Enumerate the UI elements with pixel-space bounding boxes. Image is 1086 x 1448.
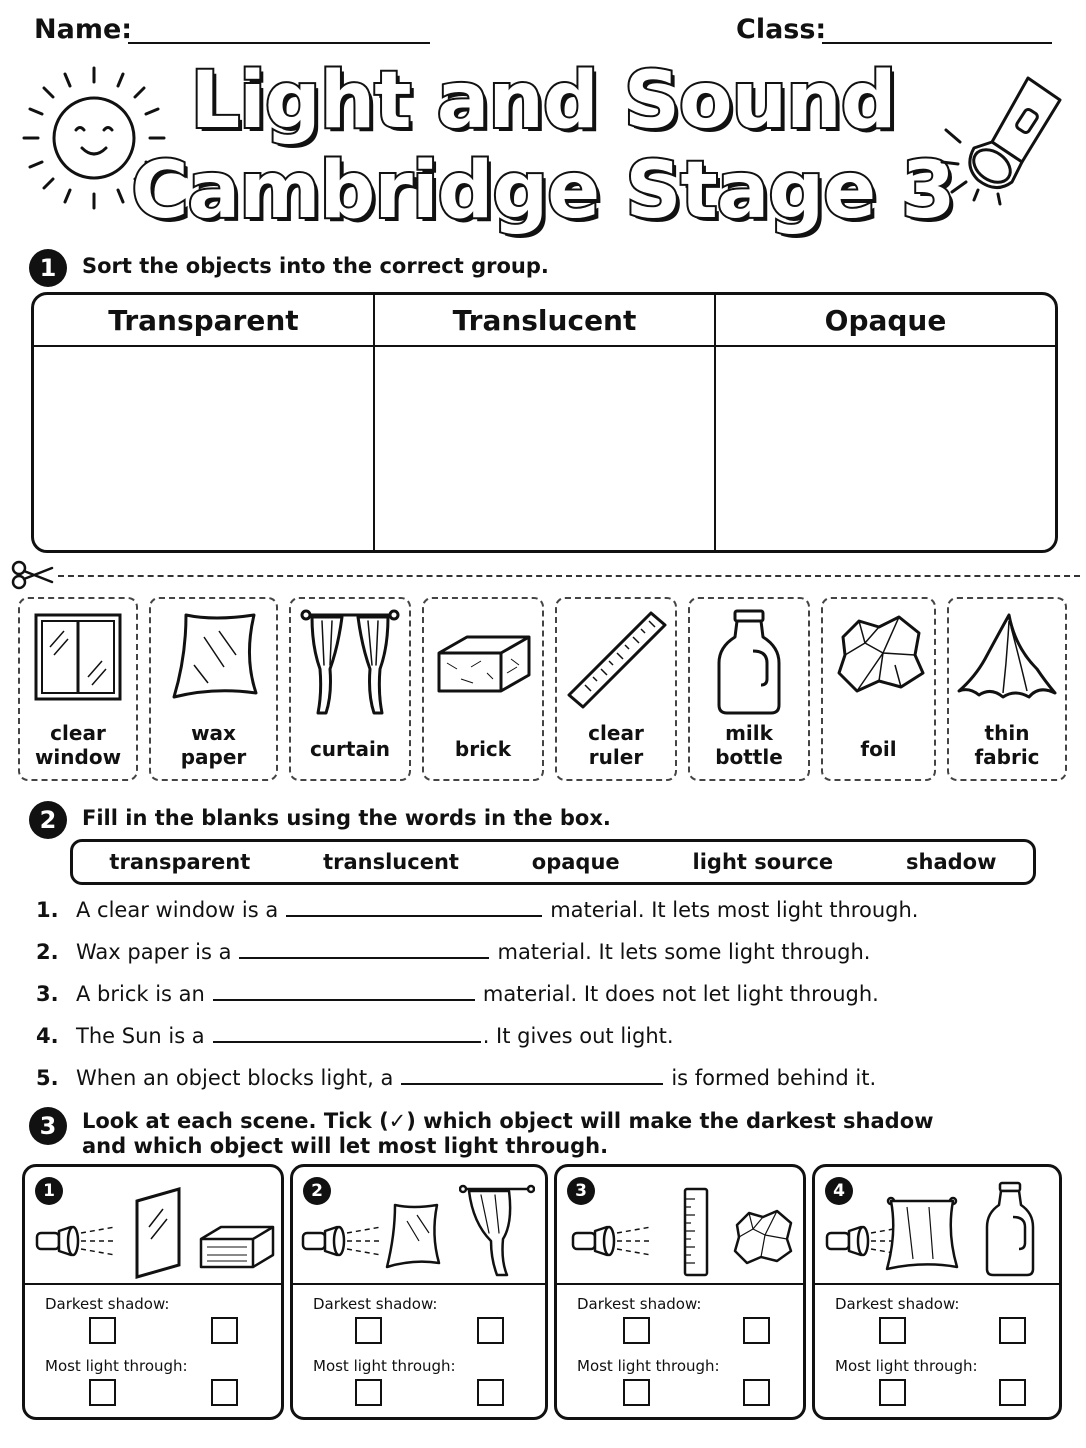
card-brick[interactable] xyxy=(422,597,544,781)
darkest-checkbox-object-1[interactable] xyxy=(623,1317,650,1344)
word-option: shadow xyxy=(906,850,997,874)
scene-number: 4 xyxy=(825,1177,853,1205)
scene-illustration xyxy=(293,1167,545,1285)
most-light-checkbox-object-1[interactable] xyxy=(89,1379,116,1406)
sentence-text: material. It lets some light through. xyxy=(497,940,871,964)
brick-icon xyxy=(431,607,535,707)
word-option: transparent xyxy=(109,850,251,874)
darkest-checkbox-object-1[interactable] xyxy=(89,1317,116,1344)
most-light-checkbox-object-2[interactable] xyxy=(211,1379,238,1406)
sentence-1 xyxy=(36,897,918,923)
card-label: foil xyxy=(860,737,897,761)
card-label: wax paper xyxy=(180,721,247,769)
question-1-number: 1 xyxy=(29,249,67,287)
sentence-number: 3. xyxy=(36,982,59,1006)
flashlight-icon xyxy=(940,70,1070,210)
most-light-checkbox-object-2[interactable] xyxy=(999,1379,1026,1406)
scene-number: 2 xyxy=(303,1177,331,1205)
card-clear-window[interactable] xyxy=(18,597,138,781)
column-translucent xyxy=(375,295,716,550)
scissors-icon xyxy=(10,560,56,590)
scene-illustration xyxy=(815,1167,1059,1285)
card-clear-ruler[interactable] xyxy=(555,597,677,781)
most-light-checkbox-object-1[interactable] xyxy=(623,1379,650,1406)
window-icon xyxy=(28,607,128,707)
drop-zone-transparent[interactable] xyxy=(34,347,373,550)
scene-3 xyxy=(554,1164,806,1420)
most-light-checkbox-object-1[interactable] xyxy=(355,1379,382,1406)
scene-4 xyxy=(812,1164,1062,1420)
mirror-icon xyxy=(133,1187,183,1279)
answer-blank[interactable] xyxy=(213,1023,481,1043)
scene-illustration xyxy=(25,1167,281,1285)
fabric-icon xyxy=(955,607,1059,707)
most-light-checkbox-object-2[interactable] xyxy=(477,1379,504,1406)
sentence-4 xyxy=(36,1023,674,1049)
ruler-icon xyxy=(681,1185,711,1279)
card-label: brick xyxy=(454,737,512,761)
sentence-text: Wax paper is a xyxy=(76,940,232,964)
answer-blank[interactable] xyxy=(286,897,542,917)
card-label: clear ruler xyxy=(588,721,644,769)
milk-bottle-icon xyxy=(983,1181,1037,1279)
foil-icon xyxy=(829,607,929,697)
most-light-label: Most light through: xyxy=(313,1357,456,1375)
sentence-number: 5. xyxy=(36,1066,59,1090)
column-opaque xyxy=(716,295,1055,550)
sentence-5 xyxy=(36,1065,876,1091)
curtain-icon xyxy=(459,1183,535,1279)
curtain-icon xyxy=(300,607,400,719)
torch-icon xyxy=(571,1225,657,1259)
milk-bottle-icon xyxy=(709,607,789,717)
word-option: light source xyxy=(692,850,834,874)
answer-blank[interactable] xyxy=(239,939,489,959)
torch-icon xyxy=(35,1225,121,1259)
name-field[interactable] xyxy=(128,42,430,44)
class-field[interactable] xyxy=(822,42,1052,44)
most-light-checkbox-object-1[interactable] xyxy=(879,1379,906,1406)
word-box xyxy=(70,839,1036,885)
sentence-text: is formed behind it. xyxy=(671,1066,877,1090)
brick-icon xyxy=(197,1217,277,1273)
darkest-checkbox-object-2[interactable] xyxy=(743,1317,770,1344)
sentence-number: 2. xyxy=(36,940,59,964)
sentence-text: material. It does not let light through. xyxy=(482,982,879,1006)
ruler-icon xyxy=(561,607,671,711)
card-label: curtain xyxy=(309,737,391,761)
sentence-text: The Sun is a xyxy=(76,1024,205,1048)
wax-paper-icon xyxy=(383,1201,441,1271)
card-label: clear window xyxy=(34,721,122,769)
question-2-instruction: Fill in the blanks using the words in the box. xyxy=(82,806,611,830)
card-wax-paper[interactable] xyxy=(149,597,278,781)
title-line-1: Light and Sound xyxy=(190,56,896,146)
name-label: Name: xyxy=(34,14,133,45)
darkest-checkbox-object-1[interactable] xyxy=(879,1317,906,1344)
sentence-3 xyxy=(36,981,879,1007)
question-3-instruction-line-2: and which object will let most light through. xyxy=(82,1134,609,1158)
question-1-instruction: Sort the objects into the correct group. xyxy=(82,254,549,278)
darkest-checkbox-object-2[interactable] xyxy=(477,1317,504,1344)
question-3-instruction-line-1: Look at each scene. Tick (✓) which object will make the darkest shadow xyxy=(82,1109,934,1133)
card-label: milk bottle xyxy=(715,721,783,769)
sentence-text: A brick is an xyxy=(76,982,205,1006)
column-header: Translucent xyxy=(375,295,714,347)
scene-number: 1 xyxy=(35,1177,63,1205)
card-thin-fabric[interactable] xyxy=(947,597,1067,781)
most-light-label: Most light through: xyxy=(835,1357,978,1375)
answer-blank[interactable] xyxy=(213,981,475,1001)
card-curtain[interactable] xyxy=(289,597,411,781)
scene-number: 3 xyxy=(567,1177,595,1205)
class-label: Class: xyxy=(736,14,827,45)
most-light-checkbox-object-2[interactable] xyxy=(743,1379,770,1406)
card-foil[interactable] xyxy=(821,597,936,781)
sentence-text: material. It lets most light through. xyxy=(550,898,919,922)
darkest-checkbox-object-2[interactable] xyxy=(999,1317,1026,1344)
question-2-number: 2 xyxy=(29,801,67,839)
column-header: Transparent xyxy=(34,295,373,347)
wax-paper-icon xyxy=(164,607,264,707)
drop-zone-translucent[interactable] xyxy=(375,347,714,550)
sort-table xyxy=(31,292,1058,553)
sentence-text: . It gives out light. xyxy=(482,1024,674,1048)
most-light-label: Most light through: xyxy=(577,1357,720,1375)
scene-illustration xyxy=(557,1167,803,1285)
scene-2 xyxy=(290,1164,548,1420)
darkest-shadow-label: Darkest shadow: xyxy=(577,1295,702,1313)
sentence-2 xyxy=(36,939,870,965)
sentence-number: 4. xyxy=(36,1024,59,1048)
fabric-icon xyxy=(883,1193,961,1273)
question-3-number: 3 xyxy=(29,1107,67,1145)
column-header: Opaque xyxy=(716,295,1055,347)
darkest-shadow-label: Darkest shadow: xyxy=(835,1295,960,1313)
drop-zone-opaque[interactable] xyxy=(716,347,1055,550)
scene-1 xyxy=(22,1164,284,1420)
title-line-2: Cambridge Stage 3 xyxy=(131,146,955,236)
most-light-label: Most light through: xyxy=(45,1357,188,1375)
sentence-text: When an object blocks light, a xyxy=(76,1066,394,1090)
darkest-shadow-label: Darkest shadow: xyxy=(313,1295,438,1313)
card-label: thin fabric xyxy=(974,721,1040,769)
sentence-text: A clear window is a xyxy=(76,898,279,922)
answer-blank[interactable] xyxy=(401,1065,663,1085)
sentence-number: 1. xyxy=(36,898,59,922)
darkest-checkbox-object-2[interactable] xyxy=(211,1317,238,1344)
card-milk-bottle[interactable] xyxy=(688,597,810,781)
word-option: opaque xyxy=(531,850,620,874)
darkest-checkbox-object-1[interactable] xyxy=(355,1317,382,1344)
word-option: translucent xyxy=(323,850,459,874)
column-transparent xyxy=(34,295,375,550)
cut-line xyxy=(58,575,1080,577)
torch-icon xyxy=(301,1225,387,1259)
foil-icon xyxy=(729,1205,795,1265)
darkest-shadow-label: Darkest shadow: xyxy=(45,1295,170,1313)
